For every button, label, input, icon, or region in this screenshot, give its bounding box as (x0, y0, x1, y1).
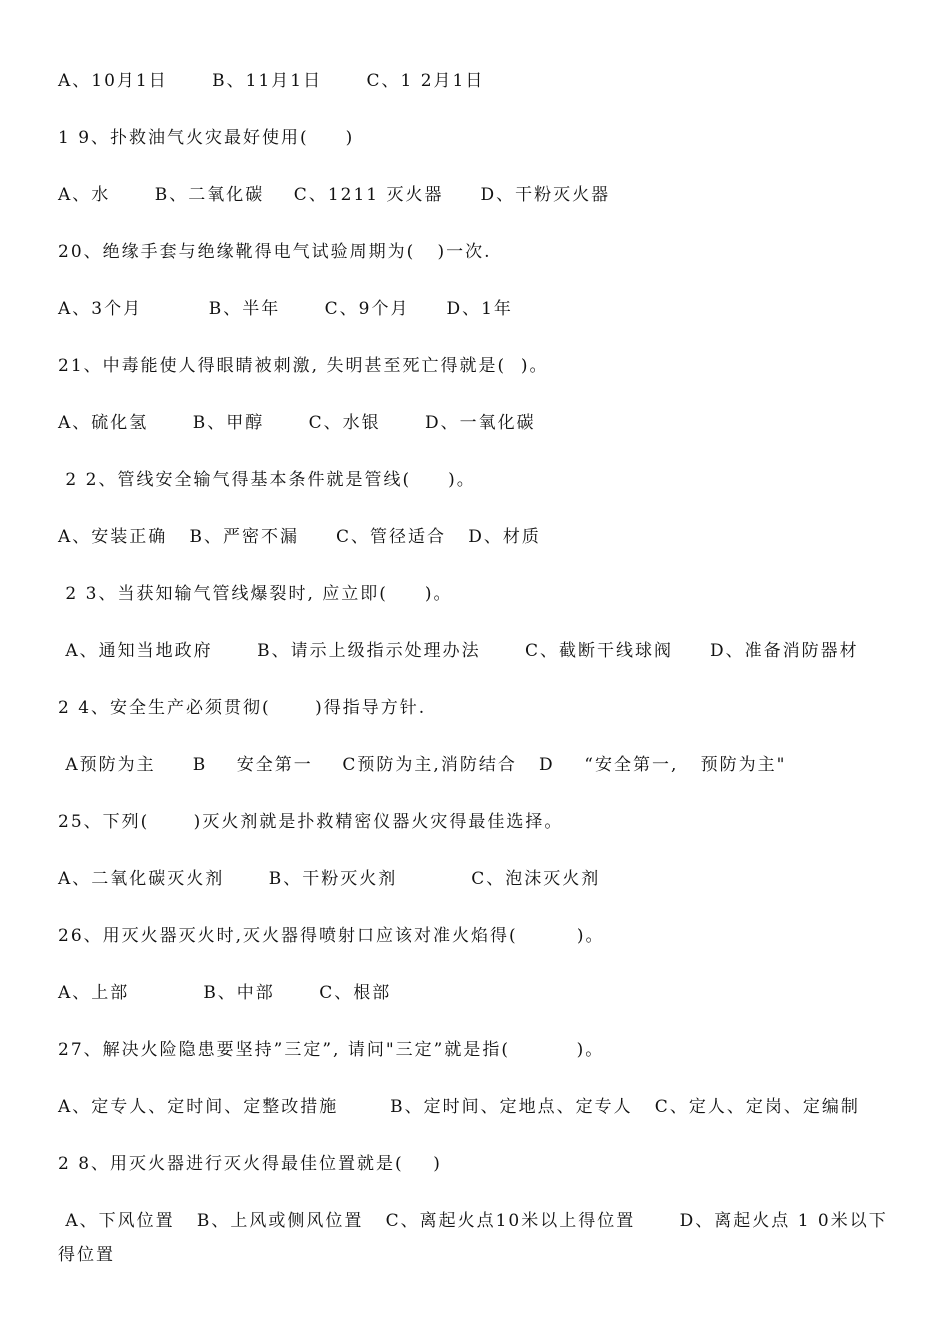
question-19: 1 9、扑救油气火灾最好使用( ) (58, 128, 355, 148)
answer-options-18: A、10月1日 B、11月1日 C、1 2月1日 (58, 71, 485, 91)
answer-options-28-line2: 得位置 (58, 1245, 115, 1265)
answer-options-24: A预防为主 B 安全第一 C预防为主,消防结合 D “安全第一, 预防为主" (58, 755, 787, 775)
answer-options-19: A、水 B、二氧化碳 C、1211 灭火器 D、干粉灭火器 (58, 185, 611, 205)
question-24: 2 4、安全生产必须贯彻( )得指导方针. (58, 698, 427, 718)
question-26: 26、用灭火器灭火时,灭火器得喷射口应该对准火焰得( )。 (58, 926, 605, 946)
answer-options-22: A、安装正确 B、严密不漏 C、管径适合 D、材质 (58, 527, 541, 547)
question-28: 2 8、用灭火器进行灭火得最佳位置就是( ) (58, 1154, 442, 1174)
answer-options-26: A、上部 B、中部 C、根部 (58, 983, 392, 1003)
answer-options-28-line1: A、下风位置 B、上风或侧风位置 C、离起火点10米以上得位置 D、离起火点 1 0米以下 (58, 1211, 888, 1231)
answer-options-23: A、通知当地政府 B、请示上级指示处理办法 C、截断干线球阀 D、准备消防器材 (58, 641, 859, 661)
question-27: 27、解决火险隐患要坚持”三定”, 请问"三定”就是指( )。 (58, 1040, 605, 1060)
question-20: 20、绝缘手套与绝缘靴得电气试验周期为( )一次. (58, 242, 492, 262)
answer-options-27: A、定专人、定时间、定整改措施 B、定时间、定地点、定专人 C、定人、定岗、定编制 (58, 1097, 860, 1117)
question-23: 2 3、当获知输气管线爆裂时, 应立即( )。 (58, 584, 453, 604)
answer-options-21: A、硫化氢 B、甲醇 C、水银 D、一氧化碳 (58, 413, 536, 433)
answer-options-25: A、二氧化碳灭火剂 B、干粉灭火剂 C、泡沫灭火剂 (58, 869, 601, 889)
answer-options-20: A、3个月 B、半年 C、9个月 D、1年 (58, 299, 513, 319)
question-22: 2 2、管线安全输气得基本条件就是管线( )。 (58, 470, 476, 490)
question-25: 25、下列( )灭火剂就是扑救精密仪器火灾得最佳选择。 (58, 812, 564, 832)
question-21: 21、中毒能使人得眼睛被刺激, 失明甚至死亡得就是( )。 (58, 356, 549, 376)
